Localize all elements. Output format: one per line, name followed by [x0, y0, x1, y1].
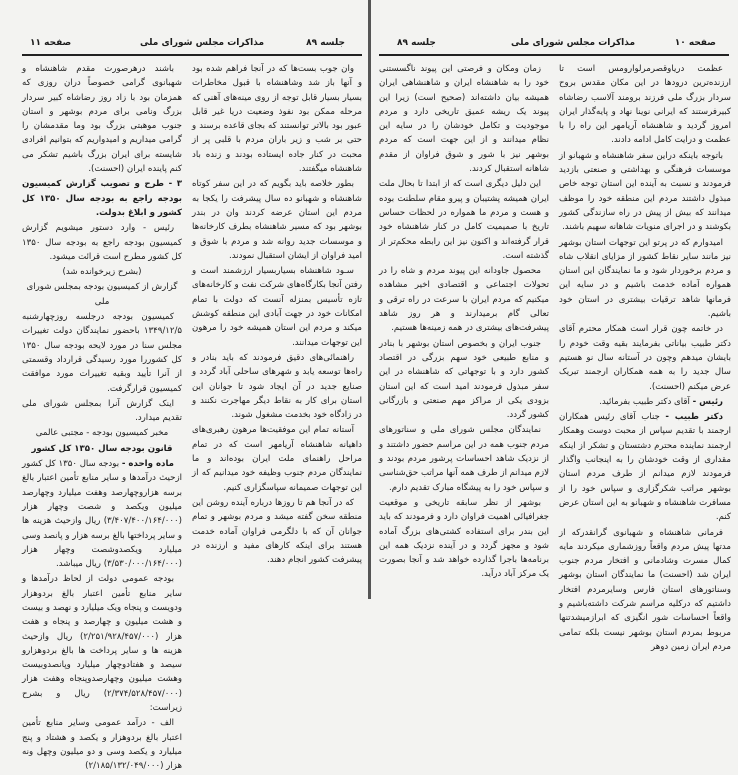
paragraph: وان جوب بست‌ها که در آنجا فراهم شده بود و آنها باز شد وشاهنشاه با قبول مخاطرات بسیار بسیار قابل توجه از روی مینه‌های آهنی که مرحله ممکن بود نفوذ وضعیت دریا غیر قابل عبور بود بالاتر توانستند که بجای قاعده برسند و حتی بر شب و زیر باران مردم با قلبی پر از محبت در کنار جاده ایستاده بودند و زنده باد شاهنشاه میگفتند.	[192, 64, 362, 175]
paragraph: که در آنجا هم تا روزها درباره آینده روشن این منطقه سخن گفته میشد و مردم بوشهر و تمام جوانان آن که با دلگرمی فراوان آماده خدمت هستند برای اینکه کارهای مفید و ارزنده در پیشرفت کشور انجام دهند.	[192, 497, 362, 566]
rapporteur: مخبر کمیسیون بودجه - مجتبی عالمی	[35, 428, 169, 439]
speaker-label: دکتر طبیب -	[665, 412, 723, 423]
session-number: جلسه ۸۹	[306, 38, 345, 48]
read-note: (بشرح زیرخوانده شد)	[62, 267, 142, 278]
paragraph: امیدوارم که در پرتو این توجهات استان بوشهر نیز مانند سایر نقاط کشور از مزایای انقلاب شاه و مردم برخوردار شود و ما نمایندگان این استان همواره آماده خدمت باشیم و در سایه این فرمانها شاهد ترقیات بیشتری در استان خود باشیم.	[559, 237, 731, 320]
paragraph: باتوجه باینکه دراین سفر شاهنشاه و شهبانو از موسسات فرهنگی و بهداشتی و صنعتی بازدید فرمودند و نسبت به آینده این استان توجه خاص مبذول داشتند مردم این منطقه خود را موظف میدانند که بیش از پیش در راه سازندگی کشور بکوشند و در اجرای منویات شاهانه سهیم باشند.	[559, 150, 731, 233]
speech-text: جناب آقای رئیس همکاران ارجمند با تقدیم سپاس از محبت دوست وهمکار ارجمند نماینده محترم دشتستان و تشکر از اینکه مقداری از وقت خودشان را به اینجانب واگذار فرمودند لازم میدانم از طرف مردم استان بوشهر مراتب شکرگزاری و سپاس خود را از مسافرت شاهنشاه و شهبانو به این استان عرض کنم.	[559, 412, 731, 523]
paragraph: بوشهر از نظر سابقه تاریخی و موقعیت جغرافیائی اهمیت فراوان دارد و فرمودند که باید این بندر برای استفاده کشتی‌های بزرگ آماده شود و مجهز گردد و در آینده نزدیک همه این برنامه‌ها باجرا گذارده خواهد شد و آنجا بصورت یک مرکز آباد درآید.	[379, 497, 549, 580]
paragraph: عظمت دریاوقصرمرلوارومس است تا ارزنده‌ترین درودها در این مکان مقدس بروح سردار بزرگ ملی فرزند برومند آلاسب رضاشاه کبیرفرستند که ایرانی نوینا نهاد و پایه‌گذار ایران امروز گردید و شاهنشاه آریامهر این راه را با عظمت و درایت کامل ادامه دادند.	[559, 64, 731, 146]
column-right	[559, 62, 731, 655]
article-text: بودجه سال ۱۳۵۰ کل کشور ازحیث درآمدها و سایر منابع تأمین اعتبار بالغ برسه هزاروچهارصد وهفت میلیارد وچهارصد میلیون ویکصد و شصت وچهار هزار (۳/۴۰۷/۴۰۰/۱۶۴/۰۰۰) ریال وازحیث هزینه ها و سایر پرداختها بالغ برسه هزار و پانصد وسی میلیارد ویکصدوشصت وچهار هزار (۳/۵۳۰/۰۰۰/۱۶۴/۰۰۰) ریال میباشد.	[22, 459, 182, 570]
paragraph: رئیس - وارد دستور میشویم گزارش کمیسیون بودجه راجع به بودجه سال ۱۳۵۰ کل کشور مطرح است قرائت میشود.	[22, 223, 182, 262]
paragraph: کمیسیون بودجه درجلسه روزچهارشنبه ۱۳۴۹/۱۲/۵ باحضور نمایندگان دولت تغییرات مجلس سنا در مورد لایحه بودجه سال ۱۳۵۰ کل کشوررا مورد رسیدگی قرارداد وقسمتی از آنرا تأیید وبقیه تغییرات مورد موافقت کمیسیون قرارگرفت.	[22, 312, 182, 394]
speaker-label: رئیس -	[692, 396, 723, 407]
left-page	[0, 0, 369, 772]
speech-text: آقای دکتر طبیب بفرمائید.	[599, 396, 693, 407]
column-right	[192, 62, 362, 568]
paragraph: جنوب ایران و بخصوص استان بوشهر با بنادر و منابع طبیعی خود سهم بزرگی در اقتصاد کشور دارد و با توجهاتی که شاهنشاه در این سفر مبذول فرمودند امید است که این استان بزودی یکی از مراکز مهم صنعتی و بازرگانی کشور گردد.	[379, 338, 549, 421]
paragraph: فرمانی شاهنشاه و شهبانوی گرانقدرکه از مدتها پیش مردم واقعاً روزشماری میکردند مایه کمال مسرت وشادمانی و افتخار مردم جنوب ایران شد (احسنت) ما نمایندگان استان بوشهر وسناتورهای استان فارس وسایرمردم افتخار داشتیم که درکلیه مراسم شرکت داشته‌باشیم و واقعاً احساسات شور انگیزی که ابرازمیشدتنها مربوط بمردم استان بوشهر نیست بلکه تمامی مردم ایران زمین دوهر	[559, 527, 731, 652]
page-number: صفحه ۱۰	[674, 38, 716, 48]
paragraph: سـود شاهنشاه بسیاربسیار ارزشمند است و رفتن آنجا بکارگاه‌های شرکت نفت و کارخانه‌های تازه تأسیس بمنزله آنست که دولت با تمام امکانات خود در جهت آبادی این منطقه کوشش میکند و مردم این استان همیشه خود را مرهون این توجهات میدانند.	[192, 266, 362, 348]
running-title: مذاکرات مجلس شورای ملی	[511, 38, 636, 48]
article-paragraph	[22, 457, 182, 571]
paragraph: الف - درآمد عمومی وسایر منابع تأمین اعتبار بالغ بردوهزار و یکصد و هشتاد و پنج میلیارد و یکصد وسی و دو میلیون وچهل ونه هزار (۲/۱۸۵/۱۳۲/۰۴۹/۰۰۰)	[22, 718, 182, 772]
paragraph: بطور خلاصه باید بگویم که در این سفر کوتاه شاهنشاه و شهبانو ده سال پیشرفت را یکجا به مردم این استان عرضه کردند وان در بندر بوشهر بود که مسیر شاهنشاه بطرف کارخانه‌ها و موسسات جدید روانه شد و مردم با شوق و امید فراوان از ایشان استقبال نمودند.	[192, 179, 362, 261]
session-number: جلسه ۸۹	[397, 38, 436, 48]
report-title: گزارش از کمیسیون بودجه بمجلس شورای ملی	[26, 282, 178, 307]
speaker-paragraph	[559, 410, 731, 524]
paragraph: نمایندگان مجلس شورای ملی و سناتورهای مردم جنوب همه در این مراسم حضور داشتند و از نزدیک شاهد احساسات پرشور مردم بودند و لازم میدانم از طرف همه آنها مراتب حق‌شناسی و سپاس خود را به پیشگاه مبارک تقدیم دارم.	[378, 425, 549, 493]
law-title: قانون بودجه سال ۱۳۵۰ کل کشور	[31, 443, 173, 454]
right-page	[371, 0, 738, 652]
page-number: صفحه ۱۱	[30, 38, 72, 48]
column-left	[22, 62, 182, 775]
paragraph: اینک گزارش آنرا بمجلس شورای ملی تقدیم میدارد.	[22, 398, 182, 424]
paragraph: باشند درهرصورت مقدم شاهنشاه و شهبانوی گرامی خصوصاً دران روزی که همزمان بود با زاد روز رضاشاه کبیر سردار بزرگ ونامی برای مردم بوشهر و استان جنوب موهبتی بزرگ بود وما مقدمشان را گرامی میداریم و امیدواریم که بتوانیم افرادی شایسته برای ایران بزرگ باشیم تشکر می کنم پاینده ایران (احسنت).	[22, 64, 182, 175]
paragraph: بودجه عمومی دولت از لحاظ درآمدها و سایر منابع تأمین اعتبار بالغ بردوهزار ودویست و پنجاه ویک میلیارد و نهصد و بیست و هشت میلیون و چهارصد و پنجاه و هفت هزار (۲/۲۵۱/۹۲۸/۴۵۷/۰۰۰) ریال وازحیث هزینه ها و سایر پرداخت ها بالغ بردوهزارو سیصد و هفتادوچهار میلیارد وپانصدوبیست وهشت میلیون وچهارصدوپنجاه وهفت هزار (۲/۳۷۴/۵۲۸/۴۵۷/۰۰۰) ریال و بشرح زیراست:	[22, 574, 182, 714]
article-label: ماده واحده -	[121, 459, 174, 470]
column-left	[379, 62, 549, 583]
agenda-heading: ۳ - طرح و تصویب گزارش کمیسیون بودجه راجع به بودجه سال ۱۳۵۰ کل کشور و ابلاغ بدولت.	[22, 179, 182, 218]
paragraph: این دلیل دیگری است که از ابتدا تا بحال ملت ایران همیشه پشتیبان و پیرو مقام سلطنت بوده و هست و مردم ما همواره در لحظات حساس تاریخ با صمیمیت کامل در کنار شاهنشاه خود قرار گرفته‌اند و اکنون نیز این رابطه محکم‌تر از گذشته است.	[379, 179, 549, 261]
paragraph: محصول جاودانه این پیوند مردم و شاه را در تحولات اجتماعی و اقتصادی اخیر مشاهده میکنیم که مردم ایران با سرعت در راه ترقی و تعالی گام برمیدارند و هر روز شاهد پیشرفت‌های بیشتری در همه زمینه‌ها هستیم.	[379, 266, 549, 334]
paragraph: زمان ومکان و فرصتی این پیوند ناگسستنی خود را به شاهنشاه ایران و شاهنشاهی ایران همیشه بیان داشته‌اند (صحیح است) زیرا این پیوند یک ریشه عمیق تاریخی دارد و مردم موجودیت و تکامل خودشان را در سایه این نظام میدانند و از این جهت است که مردم بوشهر نیز با شور و شوق فراوان از مقدم شاهانه استقبال کردند.	[379, 64, 549, 175]
paragraph: آستانه تمام این موفقیت‌ها مرهون رهبری‌های داهیانه شاهنشاه آریامهر است که در تمام مراحل راهنمای ملت ایران بوده‌اند و ما نمایندگان مردم جنوب وظیفه خود میدانیم که از این توجهات صمیمانه سپاسگزاری کنیم.	[192, 425, 362, 493]
paragraph: در خاتمه چون قرار است همکار محترم آقای دکتر طبیب بیاناتی بفرمایند بقیه وقت خودم را بایشان میدهم وچون در آستانه سال نو هستیم سال جدید را به همه همکاران ارجمند تبریک عرض میکنم (احسنت).	[559, 324, 731, 392]
speaker-paragraph	[559, 395, 731, 409]
running-title: مذاکرات مجلس شورای ملی	[140, 38, 265, 48]
paragraph: راهنمائی‌های دقیق فرمودند که باید بنادر و راه‌ها توسعه یابد و شهرهای ساحلی آباد گردد و صنایع جدید در آن ایجاد شود تا جوانان این استان برای کار به نقاط دیگر مهاجرت نکنند و در زادگاه خود بخدمت مشغول شوند.	[192, 352, 362, 421]
header-rule	[22, 54, 362, 56]
header-rule	[379, 54, 729, 56]
